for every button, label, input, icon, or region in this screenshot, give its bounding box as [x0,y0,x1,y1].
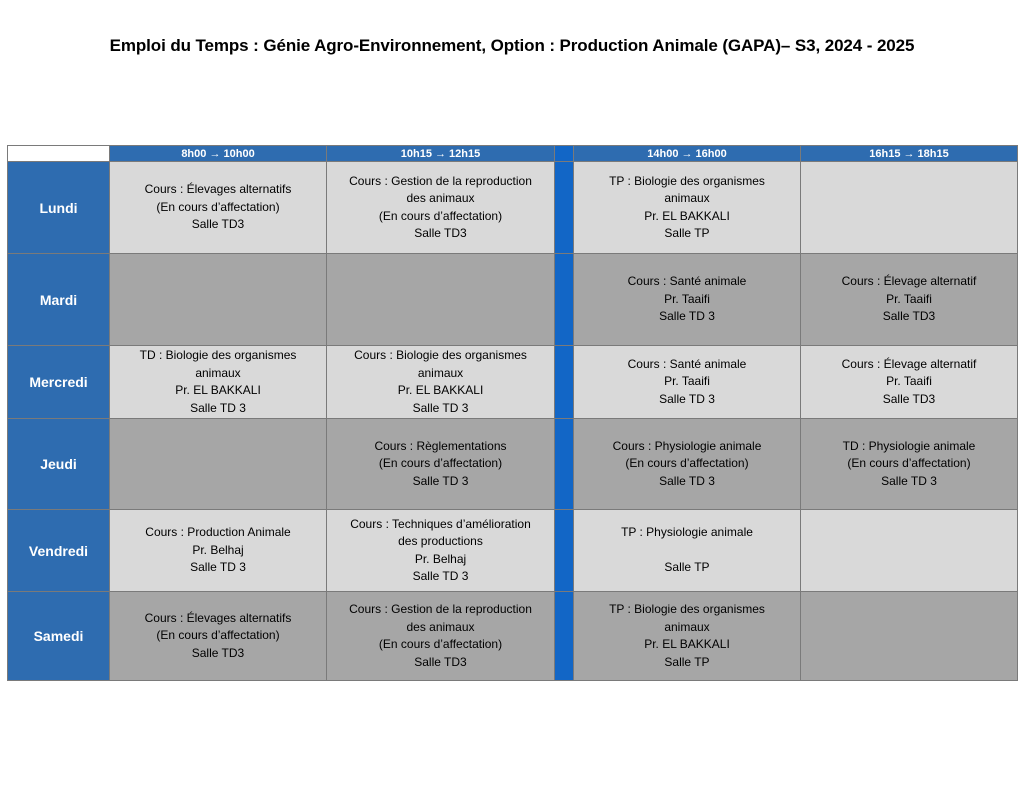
cell-line: des productions [398,534,483,548]
cell-line: Salle TD 3 [659,391,715,406]
timetable-cell [110,346,327,419]
cell-line: Pr. EL BAKKALI [644,637,730,651]
lunch-break-separator [555,146,574,162]
corner-cell [8,146,110,162]
cell-line: Pr. Belhaj [414,551,467,566]
cell-line: Cours : Élevages alternatifs [144,182,292,197]
cell-line: Salle TD3 [414,226,467,240]
day-label: Mercredi [8,346,110,419]
cell-line: Salle TD 3 [881,473,937,488]
cell-line: des animaux [406,191,475,205]
timetable-cell [574,254,801,346]
lunch-break-separator [555,510,574,592]
cell-line: Salle TD 3 [190,560,246,575]
timetable-cell [327,510,555,592]
cell-line: Salle TD 3 [190,400,246,415]
timetable-cell [110,419,327,510]
cell-line: animaux [417,365,464,380]
cell-line: Pr. Taaifi [664,374,710,389]
lunch-break-separator [555,254,574,346]
day-row-vendredi [8,510,1018,592]
lunch-break-separator [555,419,574,510]
cell-line: (En cours d’affectation) [156,628,280,643]
cell-line: Pr. EL BAKKALI [397,383,484,397]
time-slot-header: 10h15 → 12h15 [327,146,555,162]
timetable-cell [327,419,555,510]
timetable-cell [801,419,1018,510]
day-label: Samedi [8,592,110,681]
cell-line: (En cours d’affectation) [625,456,749,471]
day-row-samedi [8,592,1018,681]
cell-line: (En cours d’affectation) [378,208,503,223]
lunch-break-separator [555,592,574,681]
cell-line: Salle TD 3 [659,473,715,488]
lunch-break-separator [555,346,574,419]
timetable-cell [574,510,801,592]
cell-line: Salle TD 3 [412,569,469,583]
cell-line: Salle TD3 [882,391,936,406]
cell-line: Salle TD3 [191,645,245,660]
cell-line: Salle TD 3 [412,473,469,488]
cell-line: TD : Biologie des organismes [139,348,297,362]
timetable-cell [801,254,1018,346]
cell-line: animaux [195,365,241,380]
time-slot-header: 16h15 → 18h15 [801,146,1018,162]
cell-line: Cours : Biologie des organismes [354,348,527,362]
cell-line: TP : Physiologie animale [621,525,753,540]
timetable-cell [327,254,555,346]
cell-line: Salle TP [664,226,710,240]
day-label: Lundi [8,162,110,254]
cell-line: TP : Biologie des organismes [609,173,765,188]
timetable-cell [110,162,327,254]
day-row-mardi [8,254,1018,346]
cell-line: Pr. EL BAKKALI [644,208,730,223]
timetable-cell [110,592,327,681]
timetable-cell [110,510,327,592]
day-row-mercredi [8,346,1018,419]
cell-line: Salle TP [664,560,710,575]
cell-line: Cours : Élevage alternatif [841,274,977,289]
timetable-cell [327,592,555,681]
cell-line: (En cours d’affectation) [378,456,503,471]
cell-line: Cours : Gestion de la reproduction [349,602,532,616]
cell-line: animaux [664,619,710,634]
cell-line: Pr. Belhaj [192,542,244,557]
cell-line: Pr. Taaifi [886,374,932,389]
day-row-lundi [8,162,1018,254]
cell-line: Pr. Taaifi [664,291,710,306]
cell-line: Pr. EL BAKKALI [175,383,261,397]
cell-line: animaux [664,191,710,205]
cell-line: Salle TD3 [882,309,936,324]
timetable-cell [574,162,801,254]
timetable-cell [110,254,327,346]
timetable-cell [574,346,801,419]
cell-line: Cours : Physiologie animale [612,438,762,453]
cell-line: (En cours d’affectation) [847,456,971,471]
cell-line: Cours : Élevage alternatif [841,356,977,371]
day-label: Mardi [8,254,110,346]
timetable-cell [801,162,1018,254]
timetable-cell [327,346,555,419]
cell-line: Salle TD3 [191,217,245,232]
time-slot-header: 14h00 → 16h00 [574,146,801,162]
cell-line: (En cours d’affectation) [156,199,280,214]
cell-line: Pr. Taaifi [886,291,932,306]
cell-line: Cours : Règlementations [374,438,507,453]
cell-line: Cours : Santé animale [627,274,747,289]
day-label: Jeudi [8,419,110,510]
cell-line: Cours : Santé animale [627,356,747,371]
cell-line: TP : Biologie des organismes [609,602,765,616]
day-row-jeudi [8,419,1018,510]
cell-line: Salle TD 3 [412,400,469,415]
cell-line: des animaux [406,619,475,634]
cell-line: Salle TP [664,654,710,669]
timetable-cell [801,592,1018,681]
timetable-cell [574,592,801,681]
time-slot-header: 8h00 → 10h00 [110,146,327,162]
page-title: Emploi du Temps : Génie Agro-Environnement, Option : Production Animale (GAPA)– S3, 2024 - 2025 [109,36,915,55]
timetable [7,145,1018,681]
cell-line: Cours : Production Animale [145,525,291,540]
timetable-cell [574,419,801,510]
cell-line: (En cours d’affectation) [378,637,503,651]
time-slot-header-row [8,146,1018,162]
cell-line: Cours : Élevages alternatifs [144,610,292,625]
cell-line [574,542,800,560]
cell-line: Cours : Techniques d’amélioration [350,516,531,531]
timetable-cell [327,162,555,254]
timetable-cell [801,510,1018,592]
timetable-cell [801,346,1018,419]
day-label: Vendredi [8,510,110,592]
cell-line: Salle TD3 [414,654,467,669]
cell-line: Salle TD 3 [659,309,715,324]
cell-line: TD : Physiologie animale [842,438,976,453]
lunch-break-separator [555,162,574,254]
cell-line: Cours : Gestion de la reproduction [349,173,532,188]
